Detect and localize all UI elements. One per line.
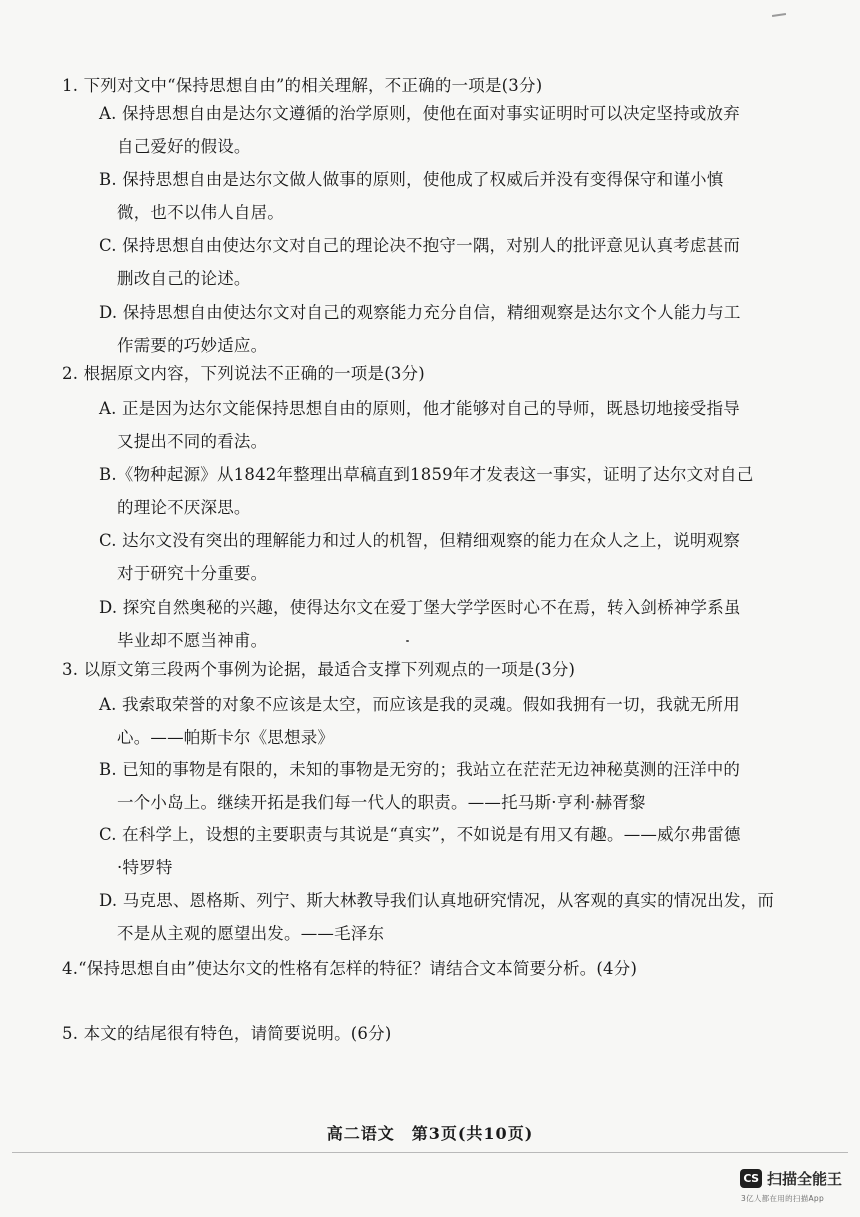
scanner-app-name: 扫描全能王 — [767, 1170, 843, 1188]
option-line: A. 我索取荣誉的对象不应该是太空，而应该是我的灵魂。假如我拥有一切，我就无所用 — [99, 695, 740, 714]
question-1-stem: 1. 下列对文中“保持思想自由”的相关理解，不正确的一项是(3分) — [62, 76, 543, 95]
question-2-option-b — [99, 458, 769, 524]
option-line: 的理论不厌深思。 — [117, 498, 251, 517]
option-line: D. 保持思想自由使达尔文对自己的观察能力充分自信，精细观察是达尔文个人能力与工 — [99, 303, 741, 322]
option-line: 不是从主观的愿望出发。——毛泽东 — [117, 924, 385, 943]
option-line: ·特罗特 — [117, 858, 173, 877]
option-line: C. 在科学上，设想的主要职责与其说是“真实”，不如说是有用又有趣。——威尔弗雷德 — [99, 825, 741, 844]
camscanner-logo: CS — [740, 1169, 762, 1188]
scan-speck — [406, 640, 409, 642]
question-1-option-d — [99, 296, 769, 362]
option-line: 对于研究十分重要。 — [117, 564, 268, 583]
option-line: 心。——帕斯卡尔《思想录》 — [117, 728, 335, 747]
option-line: A. 正是因为达尔文能保持思想自由的原则，他才能够对自己的导师，既恳切地接受指导 — [99, 399, 740, 418]
option-line: C. 保持思想自由使达尔文对自己的理论决不抱守一隅，对别人的批评意见认真考虑甚而 — [99, 236, 741, 255]
option-line: D. 探究自然奥秘的兴趣，使得达尔文在爱丁堡大学学医时心不在焉，转入剑桥神学系虽 — [99, 598, 741, 617]
question-1-option-a — [99, 97, 769, 163]
question-2-stem: 2. 根据原文内容，下列说法不正确的一项是(3分) — [62, 364, 425, 383]
question-2-option-c — [99, 524, 769, 590]
question-3-stem: 3. 以原文第三段两个事例为论据，最适合支撑下列观点的一项是(3分) — [62, 660, 576, 679]
scanner-watermark — [740, 1168, 842, 1189]
question-3-option-a — [99, 688, 769, 754]
option-line: B. 保持思想自由是达尔文做人做事的原则，使他成了权威后并没有变得保守和谨小慎 — [99, 170, 724, 189]
question-2-option-a — [99, 392, 769, 458]
option-line: B.《物种起源》从1842年整理出草稿直到1859年才发表这一事实，证明了达尔文对自己 — [99, 465, 754, 484]
question-1-option-c — [99, 229, 769, 295]
option-line: 毕业却不愿当神甫。 — [117, 631, 268, 650]
option-line: C. 达尔文没有突出的理解能力和过人的机智，但精细观察的能力在众人之上，说明观察 — [99, 531, 741, 550]
question-3-option-b — [99, 753, 769, 819]
scanner-tagline: 3亿人都在用的扫描App — [741, 1194, 825, 1203]
question-1-option-b — [99, 163, 769, 229]
option-line: D. 马克思、恩格斯、列宁、斯大林教导我们认真地研究情况，从客观的真实的情况出发，而 — [99, 891, 775, 910]
scan-mark — [772, 13, 786, 17]
page-footer: 高二语文 第3页(共10页) — [326, 1124, 534, 1143]
option-line: 删改自己的论述。 — [117, 269, 251, 288]
question-3-option-d — [99, 884, 775, 950]
question-4-stem: 4.“保持思想自由”使达尔文的性格有怎样的特征？请结合文本简要分析。(4分) — [62, 959, 638, 978]
option-line: 又提出不同的看法。 — [117, 432, 268, 451]
footer-divider — [12, 1152, 848, 1153]
option-line: 微，也不以伟人自居。 — [117, 203, 284, 222]
option-line: 作需要的巧妙适应。 — [117, 336, 268, 355]
question-2-option-d — [99, 591, 769, 657]
option-line: 一个小岛上。继续开拓是我们每一代人的职责。——托马斯·亨利·赫胥黎 — [117, 793, 646, 812]
question-5-stem: 5. 本文的结尾很有特色，请简要说明。(6分) — [62, 1024, 392, 1043]
option-line: B. 已知的事物是有限的，未知的事物是无穷的；我站立在茫茫无边神秘莫测的汪洋中的 — [99, 760, 741, 779]
question-3-option-c — [99, 818, 769, 884]
option-line: 自己爱好的假设。 — [117, 137, 251, 156]
option-line: A. 保持思想自由是达尔文遵循的治学原则，使他在面对事实证明时可以决定坚持或放弃 — [99, 104, 740, 123]
